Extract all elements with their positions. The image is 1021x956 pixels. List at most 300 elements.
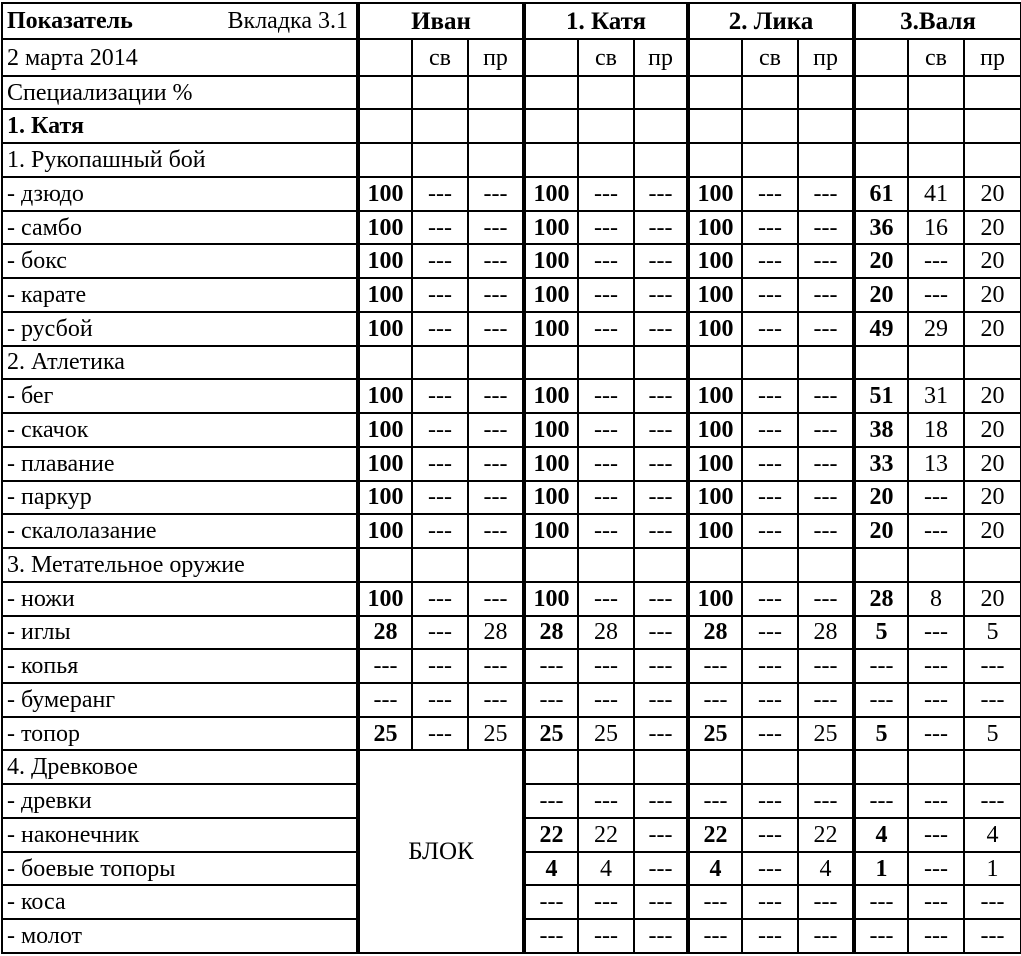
value-main-cell: 100 — [524, 447, 578, 481]
value-pr-cell — [634, 346, 688, 380]
value-main-cell — [524, 750, 578, 784]
row-label: 1. Рукопашный бой — [2, 143, 358, 177]
value-sv-cell — [908, 143, 964, 177]
row-label: - молот — [2, 919, 358, 953]
value-main-cell: 100 — [358, 514, 412, 548]
value-main-cell: 100 — [524, 244, 578, 278]
value-main-cell: 5 — [854, 616, 908, 650]
value-sv-cell: 18 — [908, 413, 964, 447]
value-pr-cell: --- — [634, 413, 688, 447]
section-row — [2, 143, 1021, 177]
value-main-cell: 100 — [688, 582, 742, 616]
value-sv-cell: --- — [578, 244, 634, 278]
value-pr-cell — [964, 76, 1021, 110]
value-pr-cell — [964, 346, 1021, 380]
value-pr-cell: --- — [964, 919, 1021, 953]
value-pr-cell — [798, 76, 854, 110]
table-row — [2, 582, 1021, 616]
value-sv-cell: --- — [908, 481, 964, 515]
value-sv-cell: --- — [742, 582, 798, 616]
value-sv-cell: 41 — [908, 177, 964, 211]
value-pr-cell: 4 — [798, 852, 854, 886]
value-pr-cell — [798, 548, 854, 582]
value-main-cell: 100 — [688, 447, 742, 481]
value-main-cell — [524, 143, 578, 177]
sub-label-main — [854, 39, 908, 75]
table-row — [2, 177, 1021, 211]
value-pr-cell: --- — [798, 919, 854, 953]
row-label: - бег — [2, 379, 358, 413]
value-main-cell: --- — [688, 784, 742, 818]
value-pr-cell: --- — [798, 514, 854, 548]
value-pr-cell: 28 — [798, 616, 854, 650]
value-sv-cell — [742, 143, 798, 177]
row-label: 1. Катя — [2, 109, 358, 143]
value-pr-cell: --- — [468, 413, 524, 447]
row-label: - дзюдо — [2, 177, 358, 211]
value-pr-cell: --- — [798, 447, 854, 481]
value-sv-cell: 29 — [908, 312, 964, 346]
value-main-cell: 100 — [524, 481, 578, 515]
value-sv-cell: --- — [908, 616, 964, 650]
value-sv-cell: --- — [742, 312, 798, 346]
value-main-cell: 20 — [854, 244, 908, 278]
value-pr-cell — [468, 143, 524, 177]
value-sv-cell — [908, 76, 964, 110]
value-pr-cell: --- — [634, 649, 688, 683]
value-pr-cell: --- — [798, 582, 854, 616]
value-sv-cell: --- — [742, 278, 798, 312]
value-pr-cell: 20 — [964, 481, 1021, 515]
value-main-cell: 100 — [358, 481, 412, 515]
row-label: - ножи — [2, 582, 358, 616]
indicator-table — [1, 2, 1021, 954]
value-pr-cell — [468, 109, 524, 143]
value-main-cell — [524, 346, 578, 380]
value-sv-cell: --- — [578, 278, 634, 312]
value-pr-cell — [964, 109, 1021, 143]
block-cell: БЛОК — [358, 750, 524, 953]
value-pr-cell: --- — [634, 885, 688, 919]
value-main-cell: --- — [688, 649, 742, 683]
group-header-valya: 3.Валя — [854, 3, 1021, 39]
value-sv-cell: --- — [412, 649, 468, 683]
tab-label: Вкладка 3.1 — [227, 8, 348, 35]
value-sv-cell: --- — [908, 717, 964, 751]
value-main-cell: --- — [854, 885, 908, 919]
value-main-cell: --- — [524, 784, 578, 818]
row-label: - коса — [2, 885, 358, 919]
value-main-cell: 100 — [524, 211, 578, 245]
value-pr-cell: --- — [634, 514, 688, 548]
value-sv-cell: --- — [908, 885, 964, 919]
header-row-groups — [2, 3, 1021, 39]
value-sv-cell — [578, 76, 634, 110]
value-pr-cell — [964, 548, 1021, 582]
row-label: - боевые топоры — [2, 852, 358, 886]
value-sv-cell: --- — [578, 649, 634, 683]
sub-label-main — [688, 39, 742, 75]
value-pr-cell: --- — [634, 312, 688, 346]
value-sv-cell: --- — [412, 683, 468, 717]
value-main-cell: 100 — [688, 379, 742, 413]
value-main-cell: 100 — [688, 481, 742, 515]
value-sv-cell: --- — [578, 514, 634, 548]
value-pr-cell: 5 — [964, 717, 1021, 751]
row-label: - иглы — [2, 616, 358, 650]
value-main-cell: 51 — [854, 379, 908, 413]
value-sv-cell — [412, 346, 468, 380]
value-pr-cell — [634, 76, 688, 110]
value-sv-cell: --- — [742, 818, 798, 852]
value-sv-cell: --- — [742, 852, 798, 886]
value-sv-cell — [742, 109, 798, 143]
value-sv-cell: --- — [908, 919, 964, 953]
value-main-cell: --- — [524, 885, 578, 919]
value-main-cell: 33 — [854, 447, 908, 481]
value-sv-cell — [742, 346, 798, 380]
value-pr-cell: --- — [634, 278, 688, 312]
value-pr-cell: 20 — [964, 211, 1021, 245]
value-main-cell: 4 — [524, 852, 578, 886]
value-main-cell — [524, 109, 578, 143]
value-pr-cell: --- — [468, 312, 524, 346]
value-pr-cell — [634, 109, 688, 143]
value-pr-cell: --- — [468, 278, 524, 312]
value-sv-cell — [908, 548, 964, 582]
table-row — [2, 649, 1021, 683]
value-pr-cell: 25 — [798, 717, 854, 751]
value-sv-cell: 31 — [908, 379, 964, 413]
value-pr-cell — [964, 750, 1021, 784]
value-pr-cell: --- — [634, 177, 688, 211]
value-pr-cell: 25 — [468, 717, 524, 751]
table-row — [2, 717, 1021, 751]
value-main-cell: --- — [358, 649, 412, 683]
section-row — [2, 548, 1021, 582]
sub-label-pr: пр — [964, 39, 1021, 75]
group-header-lika: 2. Лика — [688, 3, 854, 39]
value-sv-cell — [412, 548, 468, 582]
value-main-cell: 28 — [688, 616, 742, 650]
value-pr-cell: --- — [468, 481, 524, 515]
value-main-cell: 28 — [524, 616, 578, 650]
value-sv-cell: --- — [908, 852, 964, 886]
value-sv-cell: 25 — [578, 717, 634, 751]
header-row-sublabels — [2, 39, 1021, 75]
value-sv-cell: --- — [742, 616, 798, 650]
value-sv-cell: --- — [578, 177, 634, 211]
value-pr-cell: 20 — [964, 413, 1021, 447]
value-main-cell: --- — [358, 683, 412, 717]
value-main-cell: --- — [854, 649, 908, 683]
value-pr-cell: --- — [634, 919, 688, 953]
value-main-cell: 100 — [358, 582, 412, 616]
value-sv-cell: --- — [742, 379, 798, 413]
value-pr-cell: --- — [798, 379, 854, 413]
value-sv-cell: --- — [412, 616, 468, 650]
value-sv-cell — [742, 750, 798, 784]
value-sv-cell: --- — [908, 649, 964, 683]
value-sv-cell — [578, 346, 634, 380]
value-sv-cell: --- — [742, 244, 798, 278]
value-main-cell: 100 — [688, 177, 742, 211]
value-pr-cell: 20 — [964, 379, 1021, 413]
value-sv-cell: --- — [412, 278, 468, 312]
indicator-label: Показатель — [7, 8, 133, 35]
value-sv-cell: --- — [742, 919, 798, 953]
value-main-cell — [358, 76, 412, 110]
value-sv-cell: --- — [742, 481, 798, 515]
value-pr-cell: --- — [634, 683, 688, 717]
value-pr-cell: --- — [798, 312, 854, 346]
value-main-cell: 100 — [358, 447, 412, 481]
sub-label-pr: пр — [634, 39, 688, 75]
value-main-cell — [854, 143, 908, 177]
value-main-cell — [358, 143, 412, 177]
value-sv-cell: --- — [742, 649, 798, 683]
value-sv-cell: --- — [908, 278, 964, 312]
value-pr-cell: --- — [468, 177, 524, 211]
value-pr-cell: --- — [798, 649, 854, 683]
row-label: - наконечник — [2, 818, 358, 852]
value-main-cell: 4 — [854, 818, 908, 852]
sub-label-sv: св — [742, 39, 798, 75]
value-pr-cell: --- — [634, 784, 688, 818]
value-main-cell — [524, 76, 578, 110]
value-sv-cell — [742, 76, 798, 110]
row-label: - карате — [2, 278, 358, 312]
value-sv-cell — [412, 76, 468, 110]
value-sv-cell: --- — [412, 717, 468, 751]
value-sv-cell: --- — [412, 447, 468, 481]
value-sv-cell: 8 — [908, 582, 964, 616]
sub-label-sv: св — [578, 39, 634, 75]
value-sv-cell: --- — [578, 784, 634, 818]
section-row — [2, 750, 1021, 784]
value-pr-cell: --- — [964, 649, 1021, 683]
value-pr-cell: 20 — [964, 177, 1021, 211]
value-pr-cell — [634, 143, 688, 177]
value-sv-cell: --- — [412, 514, 468, 548]
value-pr-cell: --- — [468, 514, 524, 548]
row-label: - скалолазание — [2, 514, 358, 548]
value-sv-cell — [908, 109, 964, 143]
value-pr-cell: --- — [468, 211, 524, 245]
value-main-cell: 20 — [854, 514, 908, 548]
value-pr-cell: 20 — [964, 447, 1021, 481]
value-pr-cell: --- — [468, 582, 524, 616]
value-main-cell: --- — [854, 683, 908, 717]
value-main-cell: 100 — [358, 312, 412, 346]
value-main-cell: 100 — [688, 211, 742, 245]
value-main-cell: --- — [688, 919, 742, 953]
value-pr-cell: --- — [634, 244, 688, 278]
value-main-cell: 100 — [358, 413, 412, 447]
value-pr-cell: 1 — [964, 852, 1021, 886]
value-main-cell: 1 — [854, 852, 908, 886]
value-sv-cell — [412, 109, 468, 143]
value-main-cell: 100 — [524, 413, 578, 447]
value-pr-cell: --- — [468, 649, 524, 683]
value-sv-cell: --- — [742, 211, 798, 245]
row-label: - топор — [2, 717, 358, 751]
value-main-cell: 28 — [358, 616, 412, 650]
value-sv-cell: --- — [742, 413, 798, 447]
row-label: 3. Метательное оружие — [2, 548, 358, 582]
value-sv-cell: --- — [578, 211, 634, 245]
group-header-ivan: Иван — [358, 3, 524, 39]
value-sv-cell: --- — [578, 919, 634, 953]
value-sv-cell — [578, 109, 634, 143]
group-header-katya: 1. Катя — [524, 3, 688, 39]
value-pr-cell: --- — [634, 447, 688, 481]
value-main-cell — [358, 548, 412, 582]
value-pr-cell — [798, 750, 854, 784]
value-sv-cell: --- — [412, 582, 468, 616]
value-main-cell: 25 — [358, 717, 412, 751]
header-title-cell — [2, 3, 358, 39]
value-pr-cell: 22 — [798, 818, 854, 852]
value-main-cell: 5 — [854, 717, 908, 751]
value-main-cell: 100 — [524, 278, 578, 312]
row-label: - копья — [2, 649, 358, 683]
value-pr-cell — [634, 750, 688, 784]
row-label: 2. Атлетика — [2, 346, 358, 380]
value-sv-cell: --- — [412, 379, 468, 413]
value-sv-cell: --- — [742, 447, 798, 481]
value-main-cell: 49 — [854, 312, 908, 346]
value-main-cell: 22 — [524, 818, 578, 852]
value-sv-cell — [578, 750, 634, 784]
value-pr-cell: --- — [468, 447, 524, 481]
value-pr-cell: --- — [798, 683, 854, 717]
value-sv-cell: --- — [412, 177, 468, 211]
value-sv-cell: --- — [908, 514, 964, 548]
value-main-cell: --- — [688, 683, 742, 717]
value-pr-cell: 28 — [468, 616, 524, 650]
row-label: - древки — [2, 784, 358, 818]
sub-label-main — [524, 39, 578, 75]
value-main-cell: 61 — [854, 177, 908, 211]
sub-label-sv: св — [908, 39, 964, 75]
value-main-cell: 25 — [524, 717, 578, 751]
value-sv-cell: --- — [412, 211, 468, 245]
value-sv-cell: --- — [578, 447, 634, 481]
value-main-cell: 100 — [524, 582, 578, 616]
value-sv-cell: 28 — [578, 616, 634, 650]
value-main-cell — [854, 346, 908, 380]
value-main-cell — [688, 548, 742, 582]
row-label: - самбо — [2, 211, 358, 245]
value-main-cell: --- — [854, 919, 908, 953]
row-label: - плавание — [2, 447, 358, 481]
value-pr-cell — [798, 109, 854, 143]
table-row — [2, 379, 1021, 413]
value-pr-cell — [798, 346, 854, 380]
row-label: Специализации % — [2, 76, 358, 110]
value-pr-cell: 20 — [964, 312, 1021, 346]
table-row — [2, 481, 1021, 515]
value-pr-cell: --- — [964, 784, 1021, 818]
value-pr-cell: --- — [468, 683, 524, 717]
value-sv-cell: --- — [578, 481, 634, 515]
value-main-cell — [854, 76, 908, 110]
value-pr-cell: 20 — [964, 278, 1021, 312]
value-main-cell — [688, 109, 742, 143]
value-pr-cell: --- — [634, 818, 688, 852]
value-main-cell: 4 — [688, 852, 742, 886]
value-main-cell: 36 — [854, 211, 908, 245]
value-main-cell: 100 — [358, 278, 412, 312]
value-main-cell — [854, 109, 908, 143]
value-main-cell — [688, 346, 742, 380]
value-sv-cell: --- — [412, 413, 468, 447]
value-main-cell: --- — [524, 649, 578, 683]
value-sv-cell — [908, 346, 964, 380]
value-pr-cell: --- — [798, 784, 854, 818]
value-main-cell: 100 — [688, 244, 742, 278]
value-main-cell: 100 — [688, 278, 742, 312]
value-pr-cell: --- — [468, 244, 524, 278]
value-sv-cell: --- — [578, 582, 634, 616]
value-pr-cell: --- — [798, 211, 854, 245]
value-sv-cell: --- — [742, 683, 798, 717]
value-pr-cell: --- — [964, 885, 1021, 919]
value-sv-cell: --- — [908, 818, 964, 852]
value-pr-cell: --- — [634, 582, 688, 616]
value-sv-cell — [742, 548, 798, 582]
value-pr-cell: --- — [634, 379, 688, 413]
value-main-cell: 100 — [524, 312, 578, 346]
value-main-cell: 100 — [688, 312, 742, 346]
value-main-cell — [688, 76, 742, 110]
value-sv-cell — [412, 143, 468, 177]
value-pr-cell: --- — [964, 683, 1021, 717]
value-pr-cell: --- — [634, 717, 688, 751]
value-sv-cell: --- — [412, 244, 468, 278]
value-sv-cell: --- — [908, 683, 964, 717]
section-row — [2, 76, 1021, 110]
table-row — [2, 244, 1021, 278]
value-main-cell: 100 — [358, 177, 412, 211]
value-pr-cell: 20 — [964, 582, 1021, 616]
value-main-cell: 25 — [688, 717, 742, 751]
section-row — [2, 346, 1021, 380]
value-main-cell: 100 — [688, 413, 742, 447]
value-sv-cell: --- — [578, 413, 634, 447]
value-sv-cell: --- — [742, 514, 798, 548]
value-pr-cell: --- — [798, 244, 854, 278]
value-pr-cell: --- — [634, 616, 688, 650]
value-pr-cell: --- — [798, 481, 854, 515]
value-sv-cell — [578, 548, 634, 582]
table-row — [2, 447, 1021, 481]
value-sv-cell: --- — [742, 885, 798, 919]
value-pr-cell — [964, 143, 1021, 177]
value-main-cell — [854, 548, 908, 582]
value-pr-cell: 20 — [964, 244, 1021, 278]
value-pr-cell: --- — [798, 885, 854, 919]
value-sv-cell: 13 — [908, 447, 964, 481]
value-sv-cell: --- — [908, 784, 964, 818]
value-main-cell: 100 — [358, 379, 412, 413]
sub-label-main — [358, 39, 412, 75]
row-label: - русбой — [2, 312, 358, 346]
row-label: - паркур — [2, 481, 358, 515]
value-sv-cell: --- — [578, 312, 634, 346]
value-main-cell: 100 — [524, 177, 578, 211]
